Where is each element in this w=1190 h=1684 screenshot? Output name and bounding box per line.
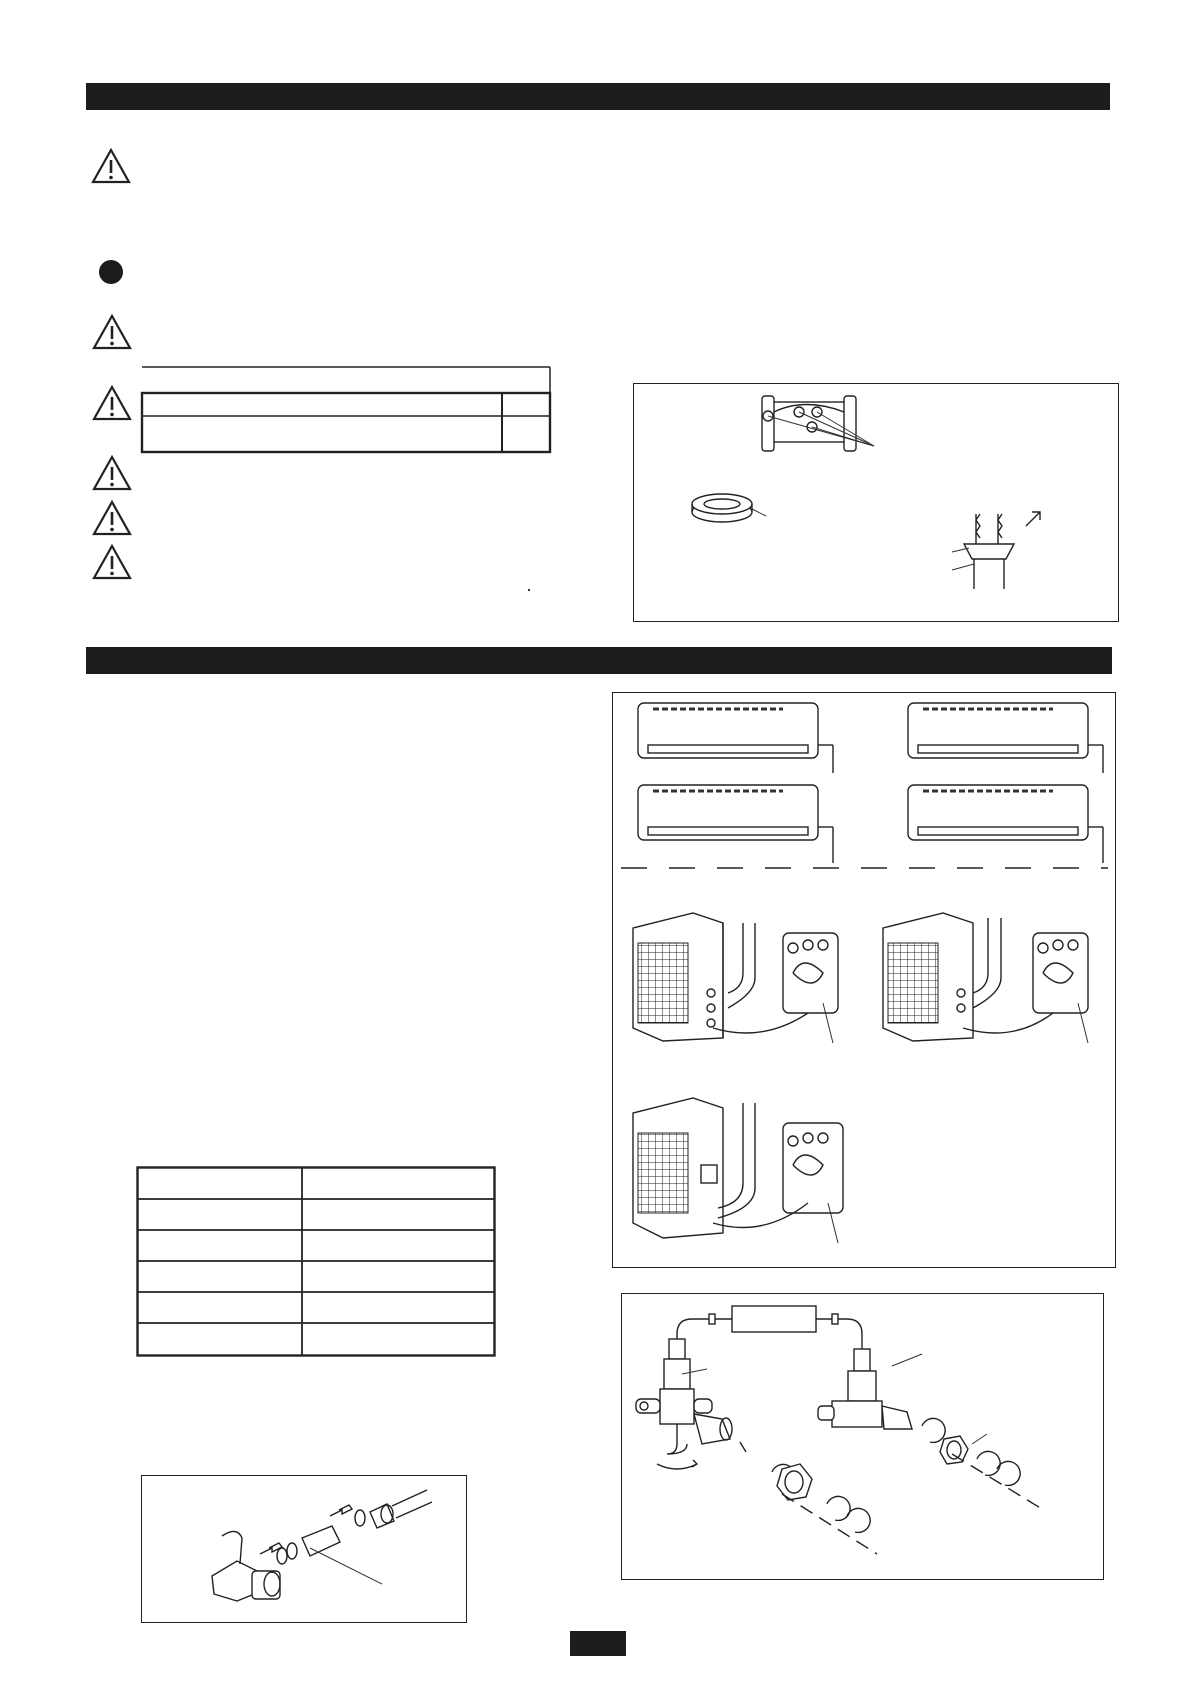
indoor-unit-icon xyxy=(638,703,833,773)
flare-parts-figure xyxy=(633,383,1119,622)
indoor-unit-icon xyxy=(908,785,1103,863)
filled-circle-bullet-icon xyxy=(98,259,124,285)
arrow-icon xyxy=(260,1543,282,1554)
valve-body-icon xyxy=(212,1531,280,1601)
indoor-unit-icon xyxy=(638,785,833,863)
section-header-bar-middle xyxy=(86,647,1112,674)
clamp-spec-table xyxy=(140,365,555,455)
warning-triangle-icon xyxy=(92,544,132,580)
spec-table xyxy=(136,1166,498,1358)
flare-nut-icon xyxy=(940,1436,968,1464)
warning-triangle-icon xyxy=(91,148,131,184)
warning-triangle-icon xyxy=(92,500,132,536)
section-header-bar-top xyxy=(86,83,1110,110)
flare-nut-ring-icon xyxy=(692,494,766,522)
arrow-icon xyxy=(330,1505,352,1516)
warning-triangle-icon xyxy=(92,314,132,350)
warning-triangle-icon xyxy=(92,455,132,491)
page-number-tab xyxy=(570,1631,626,1656)
warning-triangle-icon xyxy=(92,385,132,421)
service-valve-icon xyxy=(818,1349,912,1429)
flaring-clamp-icon xyxy=(762,396,874,451)
service-valve-icon xyxy=(636,1339,732,1469)
flaring-tool-icon xyxy=(952,512,1040,589)
valve-connection-figure xyxy=(621,1293,1104,1580)
outdoor-unit-icon xyxy=(883,913,1088,1043)
pipe-assembly-figure xyxy=(141,1475,467,1623)
outdoor-unit-icon xyxy=(633,1098,843,1243)
outdoor-unit-icon xyxy=(633,913,838,1043)
indoor-outdoor-units-figure xyxy=(612,692,1116,1268)
gauge-manifold-icon xyxy=(732,1306,816,1332)
indoor-unit-icon xyxy=(908,703,1103,773)
small-dot-mark xyxy=(528,589,530,591)
